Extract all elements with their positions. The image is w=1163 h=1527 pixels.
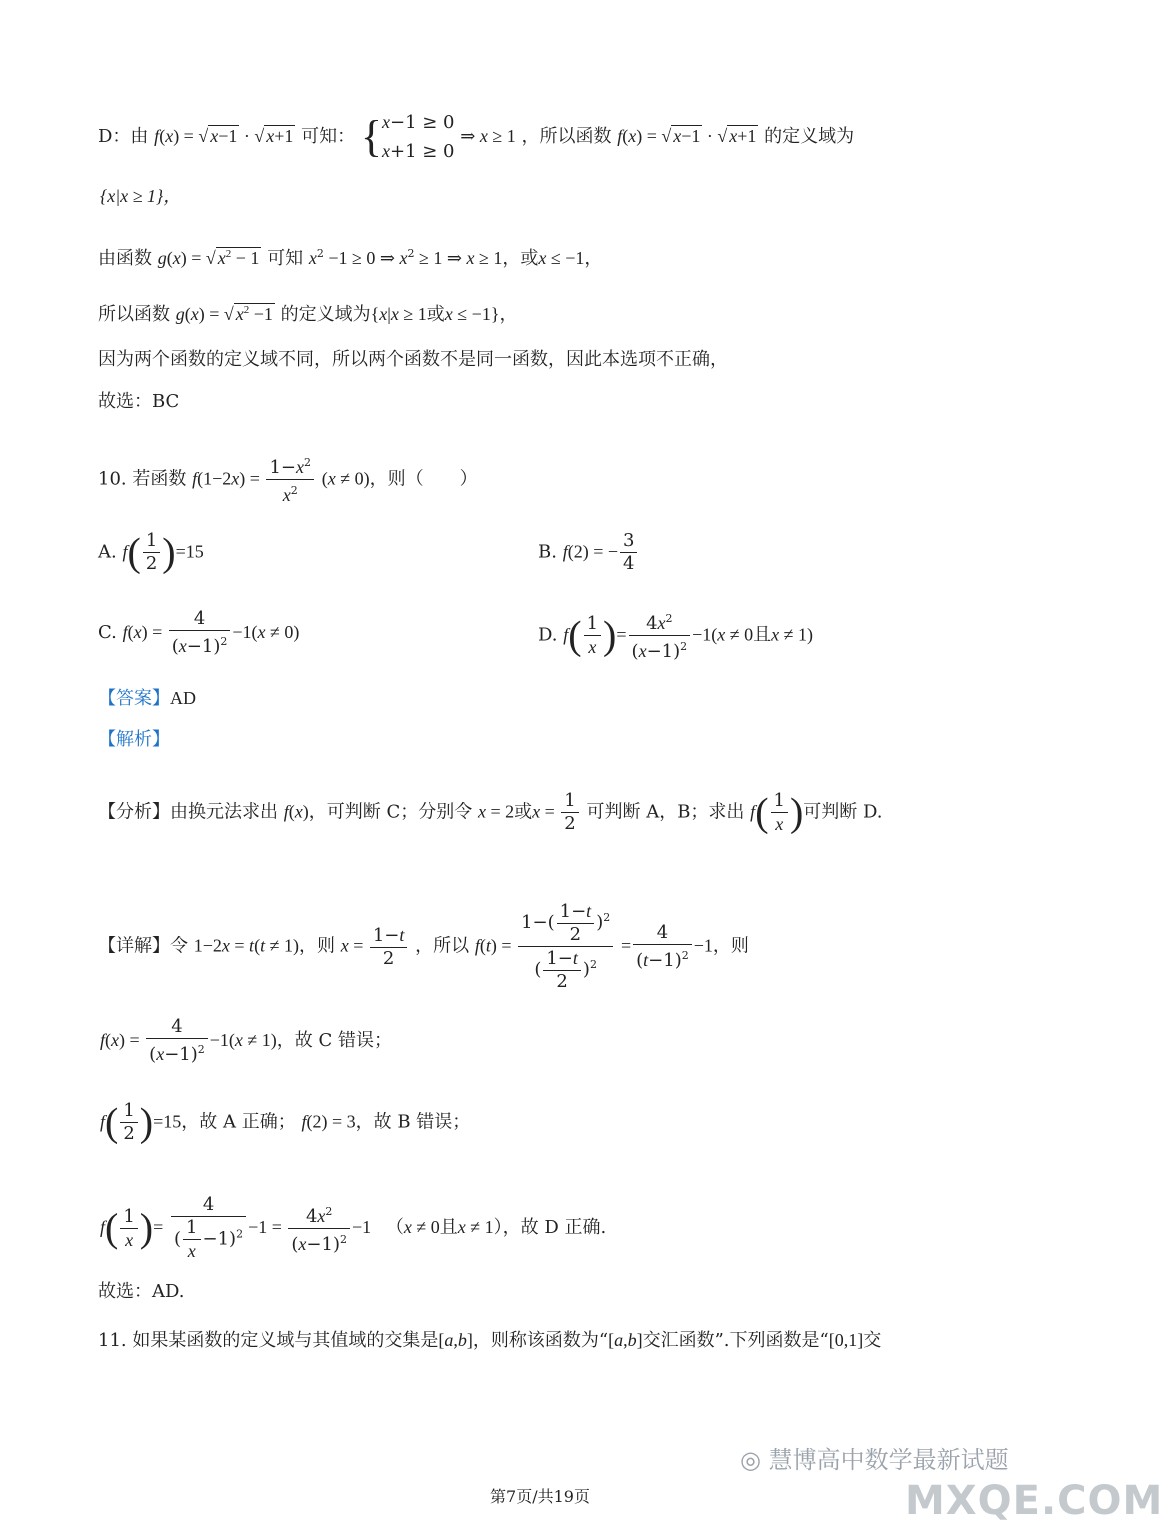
xiangjie-line: 【详解】令 1−2x = t(t ≠ 1)，则 x = $\frac{1-t}{2}$ ，所以 f(t) = 1−( $\frac{1-t}{2}$ )$^2$ ( $\frac{1-t}{2}$ )$^2$ = $\frac{4}{(t-1)^2}$ −1，则	[98, 901, 749, 992]
option-d: D. f( $\frac{1}{x}$ )= $\frac{4x^2}{(x-1)^2}$ −1(x ≠ 0且x ≠ 1)	[538, 608, 813, 663]
option-c: C. f(x) = $\frac{4}{(x-1)^2}$ −1(x ≠ 0)	[98, 608, 300, 657]
answer-line: 【答案】AD	[98, 688, 196, 709]
choice-10: 故选：AD.	[98, 1281, 185, 1302]
d-option-line: D：由 f(x) = √ x−1 · √ x+1 可知： {x−1 ≥ 0 x+1 ≥ 0 ⇒ x ≥ 1 ，所以函数 f(x) = √ x−1 · √ x+1 的定义域为	[98, 112, 855, 162]
wechat-icon: ◎	[740, 1446, 761, 1474]
fenxi-line: 【分析】由换元法求出 f(x)，可判断 C；分别令 x = 2或x = $\frac{1}{2}$ 可判断 A，B；求出 f( $\frac{1}{x}$ )可判断 D.	[98, 789, 883, 835]
page-footer: 第7页/共19页	[490, 1487, 590, 1506]
conclusion-text: 因为两个函数的定义域不同，所以两个函数不是同一函数，因此本选项不正确，	[98, 349, 728, 370]
option-a: A. f( $\frac{1}{2}$ )=15	[98, 529, 204, 575]
watermark-site: MXQE.COM	[905, 1478, 1163, 1524]
question-10: 10. 若函数 f(1−2x) = $\frac{1-x^2}{x^2}$ (x ≠ 0)，则（ ）	[98, 452, 478, 507]
a-b-line: f( $\frac{1}{2}$ )=15，故 A 正确； f(2) = 3，故 B 错误；	[100, 1099, 471, 1145]
option-b: B. f(2) = − $\frac{3}{4}$	[538, 530, 639, 575]
watermark-account: ◎ 慧博高中数学最新试题	[740, 1446, 1009, 1474]
d-domain-set: {x|x ≥ 1}，	[100, 186, 182, 206]
g-domain-line: 所以函数 g(x) = √ $x^2 -1$ 的定义域为{x|x ≥ 1或x ≤ −1}，	[98, 304, 518, 325]
question-11: 11. 如果某函数的定义域与其值域的交集是[a,b]，则称该函数为“[a,b]交汇函数”.下列函数是“[0,1]交	[98, 1330, 882, 1351]
analysis-tag: 【解析】	[98, 729, 170, 750]
c-wrong-line: f(x) = $\frac{4}{(x-1)^2}$ −1(x ≠ 1)，故 C 错误；	[100, 1016, 393, 1065]
d-right-line: f( $\frac{1}{x}$ )= 4 ( $\frac{1}{x}$ −1)$^2$ −1 = $\frac{4x^2}{(x-1)^2}$ −1 （x ≠ 0且x ≠ 1），故 D 正确.	[100, 1194, 607, 1261]
choice-9: 故选：BC	[98, 391, 180, 412]
g-line: 由函数 g(x) = √ $x^2 - 1$ 可知 $x^2 -1 \ge 0$ ⇒ $x^2 \ge 1$ ⇒ x ≥ 1，或x ≤ −1，	[98, 247, 603, 269]
